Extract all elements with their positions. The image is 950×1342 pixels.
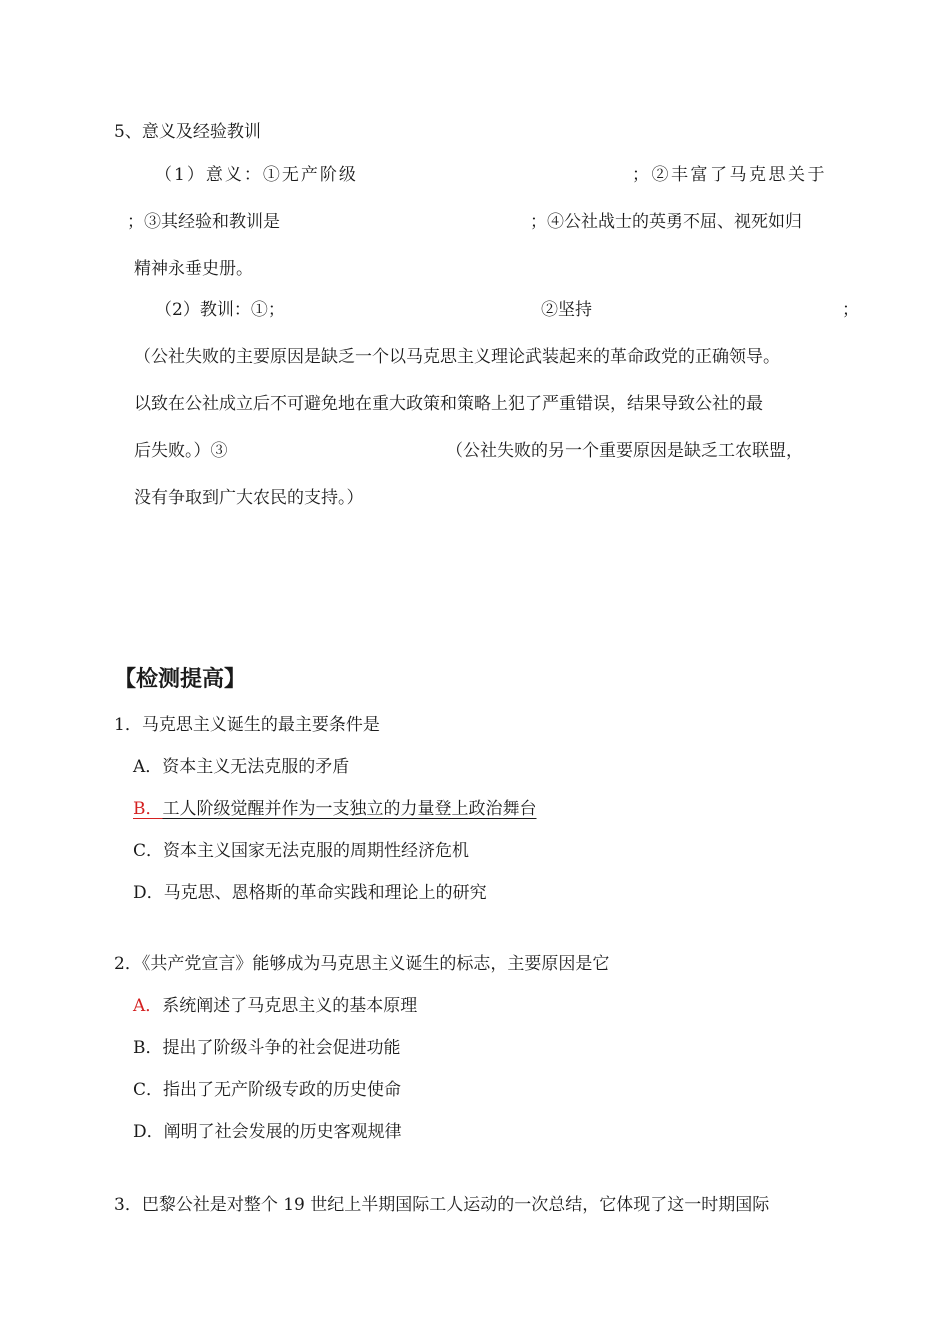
lesson-line-3: 以致在公社成立后不可避免地在重大政策和策略上犯了严重错误，结果导致公社的最 <box>134 394 763 414</box>
lesson-line-4a: 后失败。）③ <box>134 441 228 461</box>
q2-option-c: C．指出了无产阶级专政的历史使命 <box>133 1080 402 1100</box>
meaning-part-2: ；②丰富了马克思关于 <box>632 165 827 185</box>
q2-option-a-text: 系统阐述了马克思主义的基本原理 <box>162 996 418 1016</box>
lesson-line-5: 没有争取到广大农民的支持。） <box>134 488 364 508</box>
q1-option-b-letter: B． <box>133 799 163 819</box>
q1-stem: 1．马克思主义诞生的最主要条件是 <box>114 715 380 735</box>
q1-option-b <box>133 797 537 821</box>
section-heading: 【检测提高】 <box>114 667 247 692</box>
q1-option-a: A．资本主义无法克服的矛盾 <box>133 757 350 777</box>
q1-option-d: D．马克思、恩格斯的革命实践和理论上的研究 <box>133 883 487 903</box>
lesson-part-3: ； <box>842 300 859 320</box>
meaning-part-3: ；③其经验和教训是 <box>127 212 280 232</box>
lesson-line-2: （公社失败的主要原因是缺乏一个以马克思主义理论武装起来的革命政党的正确领导。 <box>134 347 780 367</box>
q2-option-b: B．提出了阶级斗争的社会促进功能 <box>133 1038 401 1058</box>
q3-stem: 3．巴黎公社是对整个 19 世纪上半期国际工人运动的一次总结，它体现了这一时期国际 <box>114 1195 770 1215</box>
q1-option-b-text: 工人阶级觉醒并作为一支独立的力量登上政治舞台 <box>162 799 537 819</box>
q2-stem: 2．《共产党宣言》能够成为马克思主义诞生的标志，主要原因是它 <box>114 954 610 974</box>
q1-option-c: C．资本主义国家无法克服的周期性经济危机 <box>133 841 470 861</box>
q2-option-d: D．阐明了社会发展的历史客观规律 <box>133 1122 402 1142</box>
lesson-label: （2）教训：①； <box>155 300 285 320</box>
q2-option-a <box>133 994 417 1018</box>
meaning-label: （1）意义：①无产阶级 <box>155 165 358 185</box>
meaning-part-4: ；④公社战士的英勇不屈、视死如归 <box>530 212 802 232</box>
lesson-part-2: ②坚持 <box>541 300 592 320</box>
meaning-part-5: 精神永垂史册。 <box>134 259 253 279</box>
section-5-title: 5、意义及经验教训 <box>114 122 261 142</box>
lesson-line-4b: （公社失败的另一个重要原因是缺乏工农联盟， <box>446 441 803 461</box>
q2-option-a-letter: A． <box>133 996 163 1016</box>
